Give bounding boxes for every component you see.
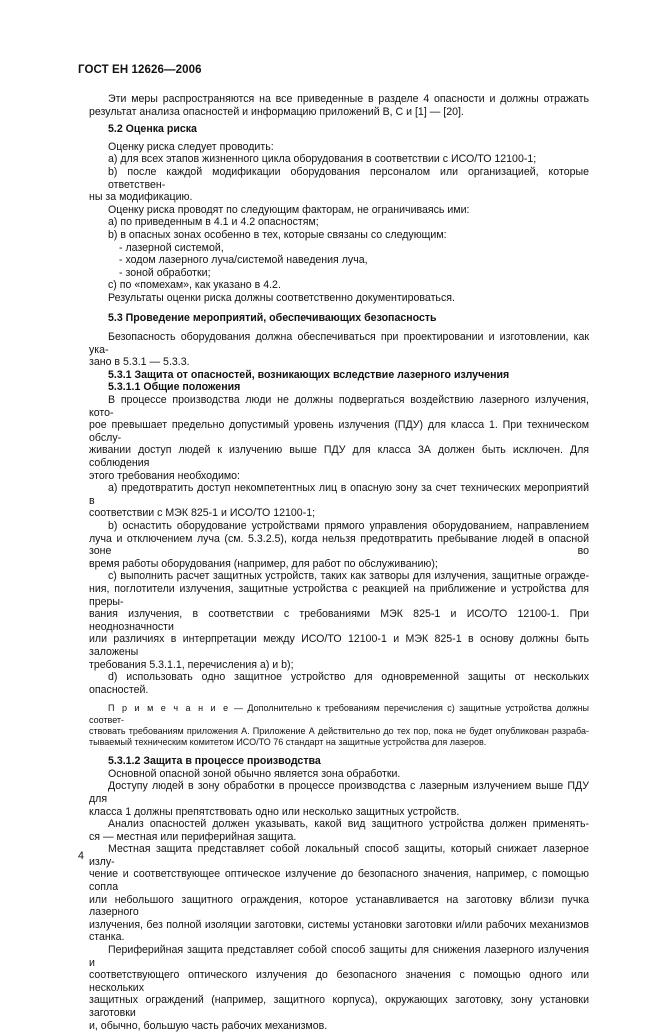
- text-line: ся — местная или периферийная защита.: [89, 830, 297, 843]
- text-line: класса 1 должны препятствовать одно или несколько защитных устройств.: [89, 805, 460, 818]
- text-line: ны за модификацию.: [89, 191, 193, 204]
- text-line: вания излучения, в соответствии с требованиями МЭК 825-1 и ИСО/ТО 12100-1. При неоднозначности: [89, 608, 589, 633]
- text-line: Доступу людей в зону обработки в процессе производства с лазерным излучением выше ПДУ для: [89, 780, 589, 805]
- list-item: а) для всех этапов жизненного цикла оборудования в соответствии с ИСО/ТО 12100-1;: [108, 153, 537, 166]
- list-item: - ходом лазерного луча/системой наведения луча,: [119, 254, 368, 267]
- list-item: - зоной обработки;: [119, 266, 211, 279]
- section-heading-5-3: 5.3 Проведение мероприятий, обеспечивающих безопасность: [108, 311, 437, 324]
- list-item: а) предотвратить доступ некомпетентных лиц в опасную зону за счет технических мероприятий в: [89, 482, 589, 507]
- note-block: [89, 703, 589, 748]
- text-line: — Дополнительно к требованиям перечисления с) защитные устройства должны соответ-: [89, 703, 589, 725]
- text-line: Эти меры распространяются на все приведенные в разделе 4 опасности и должны отражать: [108, 93, 589, 105]
- text-line: результат анализа опасностей и информацию приложений В, С и [1] — [20].: [89, 105, 464, 118]
- text-line: Результаты оценки риска должны соответственно документироваться.: [108, 291, 455, 304]
- text-line: или различиях в интерпретации между ИСО/ТО 12100-1 и МЭК 825-1 в основу должны быть заложены: [89, 633, 589, 658]
- note-label: П р и м е ч а н и е: [108, 703, 230, 714]
- intro-paragraph: [89, 93, 589, 106]
- document-header: ГОСТ ЕН 12626—2006: [78, 64, 202, 76]
- list-item: а) по приведенным в 4.1 и 4.2 опасностям;: [108, 216, 319, 229]
- text-line: и, обычно, большую часть рабочих механизмов.: [89, 1019, 328, 1032]
- text-line: этого требования необходимо:: [89, 469, 240, 482]
- text-line: Периферийная защита представляет собой способ защиты для снижения лазерного излучения и: [89, 944, 589, 969]
- text-line: защитных ограждений (например, защитного корпуса), окружающих заготовку, зону установки заготовки: [89, 994, 589, 1019]
- text-line: зано в 5.3.1 — 5.3.3.: [89, 356, 190, 369]
- text-line: время работы оборудования (например, для работ по обслуживанию);: [89, 557, 438, 570]
- section-heading-5-3-1-2: 5.3.1.2 Защита в процессе производства: [108, 755, 321, 768]
- text-line: луча и отключением луча (см. 5.3.2.5), когда нельзя предотвратить пребывание людей в опасной зоне во: [89, 532, 589, 558]
- text-line: Анализ опасностей должен указывать, какой вид защитного устройства должен применять-: [108, 818, 589, 831]
- list-item: b) оснастить оборудование устройствами прямого управления оборудованием, направлением: [108, 520, 589, 532]
- text-line: Основной опасной зоной обычно является зона обработки.: [108, 767, 401, 780]
- text-line: Оценку риска следует проводить:: [108, 140, 274, 153]
- paragraph-5-3-1-1: [89, 394, 589, 470]
- section-heading-5-3-1-1: 5.3.1.1 Общие положения: [108, 381, 241, 394]
- list-item: d) использовать одно защитное устройство для одновременной защиты от нескольких опасностей.: [89, 671, 589, 696]
- list-item: b) в опасных зонах особенно в тех, которые связаны со следующим:: [108, 228, 447, 241]
- section-heading-5-2: 5.2 Оценка риска: [108, 123, 197, 136]
- text-line: Местная защита представляет собой локальный способ защиты, который снижает лазерное излу-: [89, 843, 589, 868]
- text-line: чение и соответствующее оптическое излучение до безопасного значения, например, с помощью сопла: [89, 868, 589, 894]
- text-line: тываемый техническим комитетом ИСО/ТО 76 стандарт на защитные устройства для лазеров.: [89, 736, 487, 747]
- text-line: ния, поглотители излучения, защитные устройства с реакцией на приближение и устройства для преры-: [89, 582, 589, 608]
- text-line: станка.: [89, 931, 125, 944]
- section-heading-5-3-1: 5.3.1 Защита от опасностей, возникающих вследствие лазерного излучения: [108, 368, 510, 381]
- page-number: 4: [78, 850, 84, 862]
- list-item: с) выполнить расчет защитных устройств, таких как затворы для излучения, защитные огражде-: [108, 570, 589, 583]
- text-line: Оценку риска проводят по следующим факторам, не ограничиваясь ими:: [108, 203, 470, 216]
- text-line: соответствии с МЭК 825-1 и ИСО/ТО 12100-1;: [89, 507, 316, 520]
- document-body: [89, 93, 589, 1032]
- text-line: требования 5.3.1.1, перечисления а) и b);: [89, 658, 294, 671]
- text-line: Безопасность оборудования должна обеспечиваться при проектировании и изготовлении, как ука-: [89, 331, 589, 356]
- list-item: с) по «помехам», как указано в 4.2.: [108, 279, 281, 292]
- text-line: живании доступ людей к излучению выше ПДУ для класса 3А должен быть исключен. Для соблюдения: [89, 444, 589, 470]
- text-line: или небольшого защитного ограждения, которое устанавливается на заготовку вблизи пучка лазерного: [89, 893, 589, 919]
- list-item: - лазерной системой,: [119, 241, 224, 254]
- text-line: соответствующего оптического излучения до безопасного значения с помощью одного или нескольких: [89, 969, 589, 994]
- text-line: В процессе производства люди не должны подвергаться воздействию лазерного излучения, кото-: [89, 394, 589, 419]
- text-line: излучения, без полной изоляции заготовки, системы установки заготовки и/или рабочих механизмов: [89, 918, 589, 931]
- text-line: ствовать требованиям приложения А. Приложение А действительно до тех пор, пока не будет опубликован разраба-: [89, 725, 589, 736]
- list-item: b) после каждой модификации оборудования персоналом или организацией, которые ответствен-: [108, 165, 589, 191]
- text-line: рое превышает предельно допустимый уровень излучения (ПДУ) для класса 1. При техническом обслу-: [89, 419, 589, 444]
